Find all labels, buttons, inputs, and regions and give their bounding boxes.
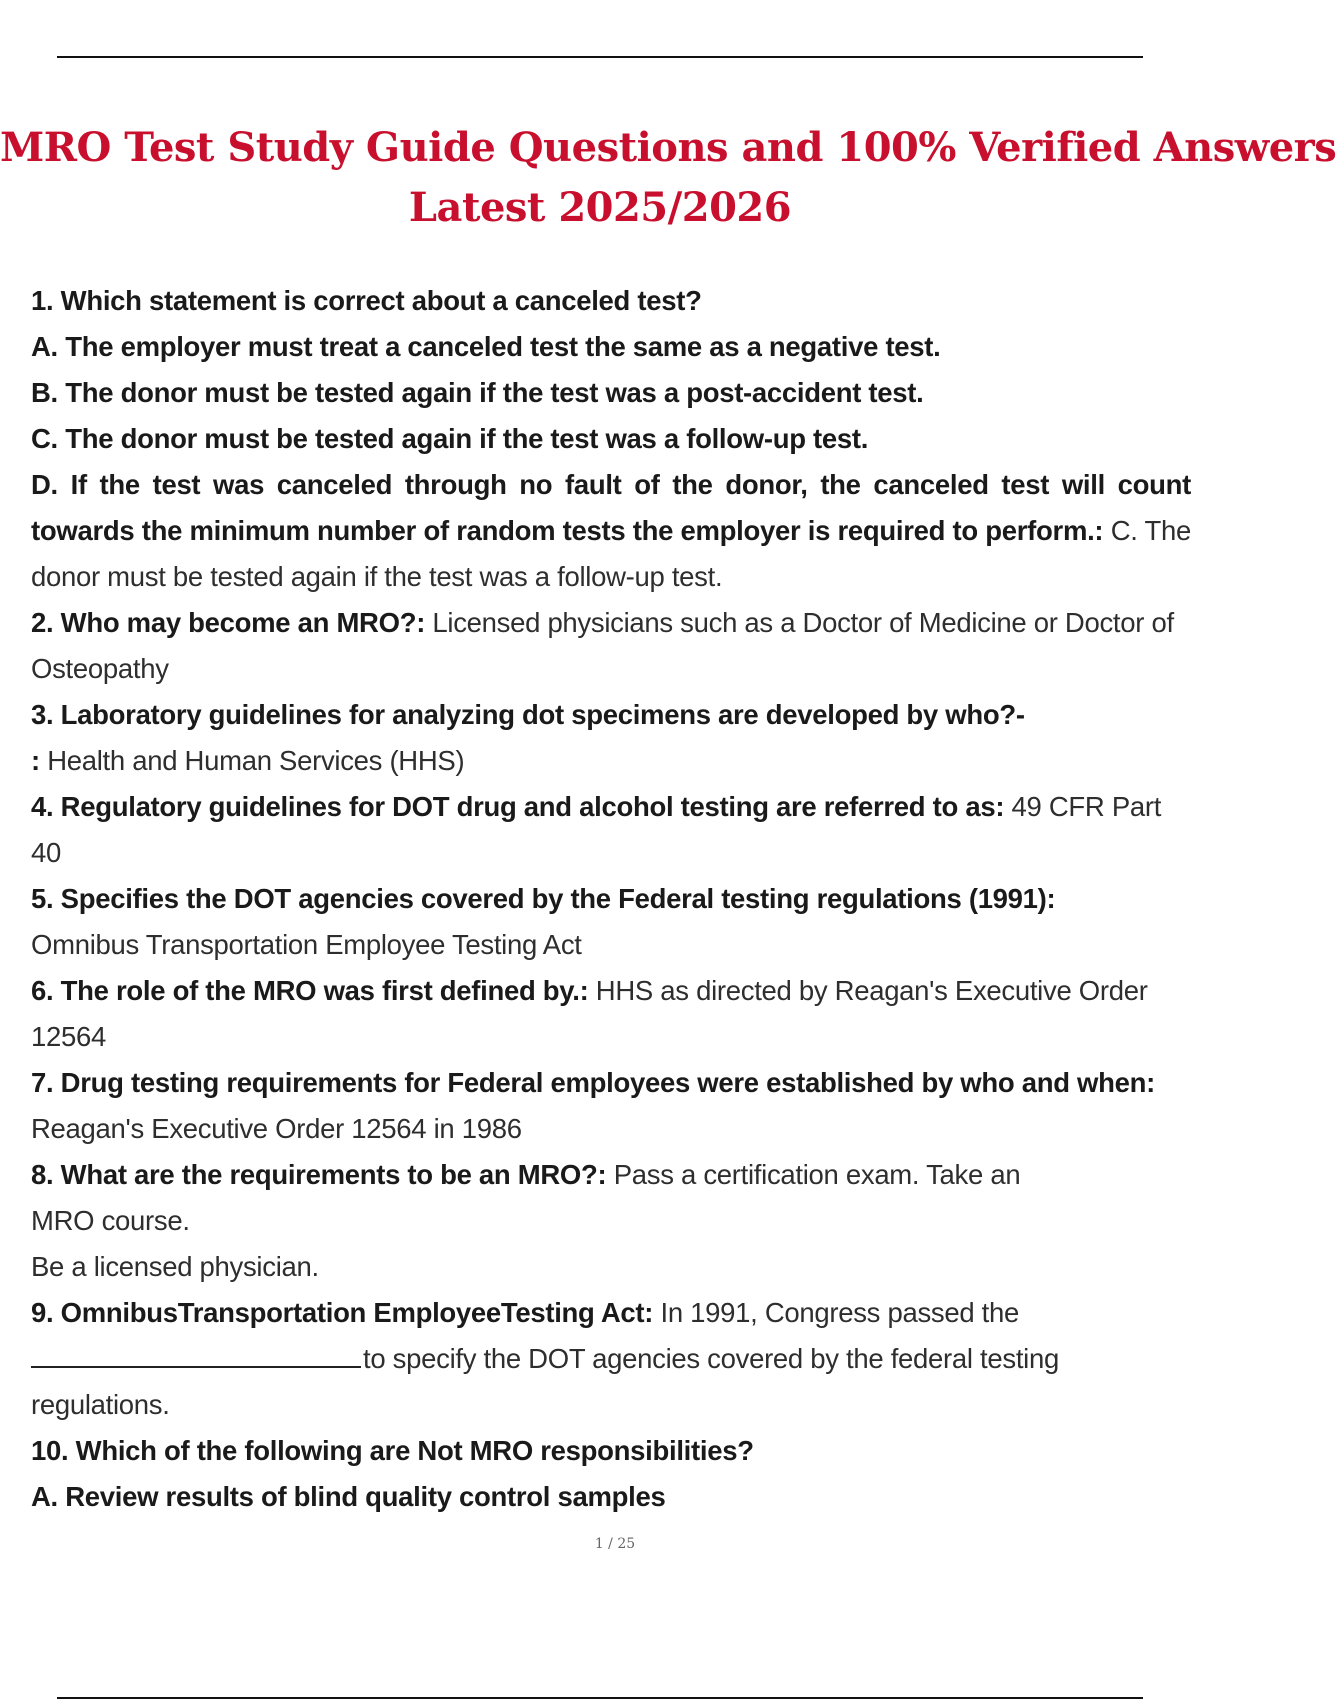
question-3: 3. Laboratory guidelines for analyzing dot specimens are developed by who?-	[31, 699, 1025, 730]
title-line-1: MRO Test Study Guide Questions and 100% Verified Answers	[0, 124, 1336, 171]
question-1-answer: C. The donor must be tested again if the test was a follow-up test.	[31, 515, 1191, 592]
answer-8-line-2: Be a licensed physician.	[31, 1251, 319, 1282]
fill-in-blank	[31, 1340, 361, 1368]
answer-7: Reagan's Executive Order 12564 in 1986	[31, 1113, 522, 1144]
answer-4: 49 CFR Part 40	[31, 791, 1162, 868]
question-1-option-a: A. The employer must treat a canceled test the same as a negative test.	[31, 331, 941, 362]
question-4: 4. Regulatory guidelines for DOT drug and alcohol testing are referred to as:	[31, 791, 1005, 822]
title-line-2: Latest 2025/2026	[408, 184, 792, 231]
question-10: 10. Which of the following are Not MRO responsibilities?	[31, 1435, 754, 1466]
question-10-option-a: A. Review results of blind quality control samples	[31, 1481, 666, 1512]
document-body	[31, 278, 1191, 1520]
question-6: 6. The role of the MRO was first defined by.:	[31, 975, 589, 1006]
qa-9	[31, 1290, 1111, 1428]
question-1: 1. Which statement is correct about a canceled test?	[31, 285, 702, 316]
question-7: 7. Drug testing requirements for Federal employees were established by who and when:	[31, 1067, 1155, 1098]
qa-4	[31, 784, 1191, 876]
answer-9-start: In 1991, Congress passed the	[660, 1297, 1020, 1328]
qa-3-answer	[31, 738, 1191, 784]
question-1-option-d-block	[31, 462, 1191, 600]
question-8: 8. What are the requirements to be an MRO?:	[31, 1159, 607, 1190]
question-1-option-b: B. The donor must be tested again if the test was a post-accident test.	[31, 377, 924, 408]
page-number: 1 / 25	[594, 1536, 636, 1552]
answer-2: Licensed physicians such as a Doctor of Medicine or Doctor of Osteopathy	[31, 607, 1174, 684]
bottom-rule	[57, 1697, 1143, 1699]
answer-8-line-1: Pass a certification exam. Take an MRO course.	[31, 1159, 1021, 1236]
question-9: 9. OmnibusTransportation EmployeeTesting Act:	[31, 1297, 654, 1328]
question-5: 5. Specifies the DOT agencies covered by the Federal testing regulations (1991):	[31, 883, 1056, 914]
qa-6	[31, 968, 1191, 1060]
answer-9-end: to specify the DOT agencies covered by the federal testing regulations.	[31, 1343, 1059, 1420]
question-1-option-d: D. If the test was canceled through no fault of the donor, the canceled test will count towards the minimum number of random tests the employer is required to perform.:	[31, 469, 1191, 546]
top-rule	[57, 56, 1143, 58]
question-2: 2. Who may become an MRO?:	[31, 607, 426, 638]
answer-3-prefix: :	[31, 745, 40, 776]
answer-3: Health and Human Services (HHS)	[47, 745, 465, 776]
qa-2	[31, 600, 1191, 692]
answer-5: Omnibus Transportation Employee Testing Act	[31, 929, 582, 960]
question-1-option-c: C. The donor must be tested again if the test was a follow-up test.	[31, 423, 869, 454]
qa-8	[31, 1152, 1031, 1244]
document-title	[0, 118, 1336, 238]
answer-6: HHS as directed by Reagan's Executive Order 12564	[31, 975, 1148, 1052]
